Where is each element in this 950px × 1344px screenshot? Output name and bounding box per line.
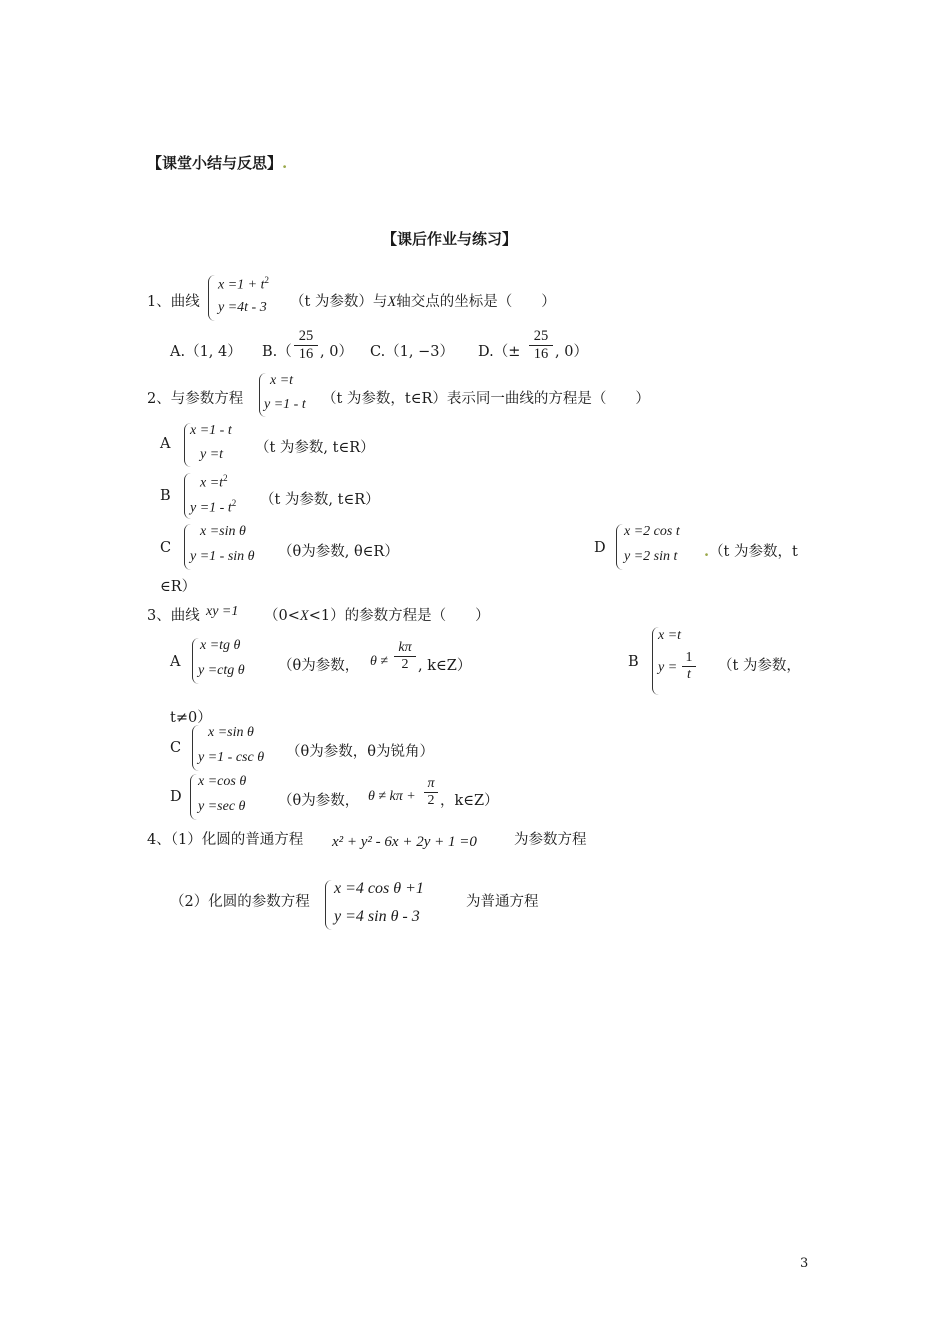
q1-option-c: C.（1, −3） (370, 344, 455, 360)
q2-c-eq2: y =1 - sin θ (190, 549, 255, 564)
q2-b-eq1: $x =t^2$ (200, 473, 228, 491)
q3-d-brace (190, 774, 197, 820)
q4-part1-suffix: 为参数方程 (514, 832, 587, 848)
q3-d-eq1: x =cos θ (198, 774, 247, 789)
q3-condition: （0<X<1）的参数方程是（ ） (264, 608, 490, 624)
q3-a-text: （θ为参数， (278, 658, 360, 674)
q1-option-b-suffix: , 0） (320, 344, 353, 360)
q3-d-fraction: $\frac{\pi}{2}$ (424, 776, 438, 809)
q1-option-d-suffix: , 0） (555, 344, 588, 360)
q3-a-condition: θ ≠ (370, 654, 389, 669)
q2-c-label: C (160, 540, 172, 556)
q3-c-eq1: x =sin θ (208, 725, 254, 740)
q1-option-d-prefix: D.（± (478, 344, 521, 360)
q2-a-eq1: x =1 - t (190, 423, 232, 438)
q3-b-eq2: y = (658, 660, 678, 675)
q2-a-label: A (160, 436, 171, 452)
q3-d-suffix: ，k∈Z） (440, 793, 499, 809)
q3-b-fraction: $\frac{1}{t}$ (682, 650, 696, 683)
q2-b-text: （t 为参数, t∈R） (260, 492, 380, 508)
q3-d-text: （θ为参数， (278, 793, 360, 809)
q3-a-eq1: x =tg θ (200, 638, 241, 653)
q3-b-text-wrap: t≠0） (170, 710, 212, 726)
q2-text: （t 为参数，t∈R）表示同一曲线的方程是（ ） (322, 391, 650, 407)
q3-d-label: D (170, 789, 182, 805)
q4-part2-prefix: （2）化圆的参数方程 (170, 894, 310, 910)
q3-a-eq2: y =ctg θ (198, 663, 245, 678)
q3-b-eq1: x =t (658, 628, 682, 643)
q3-d-condition: θ ≠ kπ + (368, 789, 416, 804)
q4-part2-eq2: y =4 sin θ - 3 (334, 908, 420, 925)
q2-c-eq1: x =sin θ (200, 524, 246, 539)
q2-d-text-wrap: ∈R） (160, 579, 197, 595)
q4-part2-brace (325, 880, 332, 930)
q2-d-brace (616, 524, 623, 570)
q1-option-a: A.（1, 4） (170, 344, 242, 360)
q3-a-fraction: $\frac{k\pi}{2}$ (394, 640, 416, 673)
homework-heading: 【课后作业与练习】 (382, 230, 518, 248)
q1-option-d-fraction: $\frac{25}{16}$ (529, 328, 553, 363)
q2-d-eq1: x =2 cos t (624, 524, 680, 539)
q3-d-eq2: y =sec θ (198, 799, 246, 814)
q3-b-label: B (628, 654, 639, 670)
q2-d-label: D (594, 540, 606, 556)
q3-prefix: 3、曲线 (147, 608, 200, 624)
q3-c-eq2: y =1 - csc θ (198, 750, 265, 765)
q3-c-label: C (170, 740, 182, 756)
q2-a-text: （t 为参数, t∈R） (255, 440, 375, 456)
q2-eq2: y =1 - t (264, 397, 306, 412)
q4-part1-equation: x² + y² - 6x + 2y + 1 =0 (332, 834, 477, 850)
q4-part2-suffix: 为普通方程 (466, 894, 539, 910)
q3-c-text: （θ为参数，θ为锐角） (286, 744, 434, 760)
q3-a-suffix: , k∈Z） (418, 658, 472, 674)
q1-brace (208, 275, 215, 321)
q1-eq1: $x =1 + t^2$ (218, 275, 269, 293)
q3-a-label: A (170, 654, 181, 670)
q2-b-label: B (160, 488, 171, 504)
page-number: 3 (800, 1256, 809, 1271)
q2-d-eq2: y =2 sin t (624, 549, 678, 564)
q2-d-text: .（t 为参数，t (704, 543, 798, 560)
summary-heading: 【课堂小结与反思】. (147, 154, 288, 172)
q1-option-b-prefix: B.（ (262, 344, 292, 360)
q2-b-eq2: $y =1 - t^2$ (190, 498, 237, 516)
q1-text: （t 为参数）与X轴交点的坐标是（ ） (290, 294, 556, 310)
q2-eq1: x =t (270, 373, 294, 388)
q4-part2-eq1: x =4 cos θ +1 (334, 880, 424, 897)
q4-part1-prefix: 4、（1）化圆的普通方程 (147, 832, 304, 848)
q2-c-text: （θ为参数, θ∈R） (278, 544, 399, 560)
q3-curve: xy =1 (206, 604, 239, 619)
q1-option-b-fraction: $\frac{25}{16}$ (294, 328, 318, 363)
q2-prefix: 2、与参数方程 (147, 391, 244, 407)
q1-prefix: 1、曲线 (147, 294, 200, 310)
q1-eq2: y =4t - 3 (218, 300, 267, 315)
q3-b-text: （t 为参数， (718, 658, 801, 674)
q2-a-eq2: y =t (200, 447, 224, 462)
